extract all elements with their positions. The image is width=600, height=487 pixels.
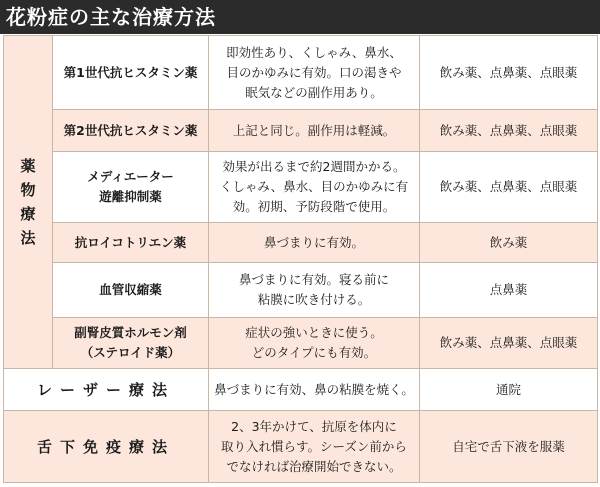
effect-line: 眠気などの副作用あり。 — [245, 84, 383, 100]
effect-line: 2、3年かけて、抗原を体内に — [231, 418, 397, 434]
form-cell: 自宅で舌下液を服薬 — [420, 411, 598, 483]
therapy-name-cell: 舌下免疫療法 — [4, 411, 209, 483]
table-row — [4, 411, 598, 483]
drug-name-cell — [53, 110, 209, 152]
page-title: 花粉症の主な治療方法 — [6, 5, 216, 29]
effect-cell — [209, 318, 420, 369]
drug-name-cell — [53, 318, 209, 369]
drug-name: メディエーター — [87, 169, 174, 184]
form-cell: 点鼻薬 — [420, 263, 598, 318]
drug-name-cell — [53, 223, 209, 263]
effect-line: くしゃみ、鼻水、目のかゆみに有 — [219, 179, 409, 194]
table-row — [4, 110, 598, 152]
treatment-table — [3, 35, 598, 483]
effect-line: 鼻づまりに有効、鼻の粘膜を焼く。 — [214, 381, 414, 397]
table-row — [4, 223, 598, 263]
table-row — [4, 318, 598, 369]
effect-line: どのタイプにも有効。 — [251, 345, 377, 360]
vertical-label-char: 薬 — [20, 157, 36, 175]
effect-line: 症状の強いときに使う。 — [245, 325, 383, 340]
table-row — [4, 36, 598, 110]
effect-line: 即効性あり、くしゃみ、鼻水、 — [226, 44, 402, 60]
table-row — [4, 369, 598, 411]
effect-line: 効果が出るまで約2週間かかる。 — [222, 159, 406, 174]
table-row — [4, 263, 598, 318]
effect-line: 粘膜に吹き付ける。 — [257, 292, 371, 307]
effect-cell — [209, 152, 420, 223]
vertical-label-char: 法 — [20, 229, 36, 247]
drug-name: （ステロイド薬） — [80, 345, 181, 360]
table-row — [4, 152, 598, 223]
vertical-label-char: 療 — [20, 205, 36, 223]
effect-cell — [209, 411, 420, 483]
effect-line: 鼻づまりに有効。寝る前に — [238, 272, 389, 287]
drug-therapy-header — [4, 36, 53, 369]
title-bar — [0, 0, 600, 34]
drug-name: 第1世代抗ヒスタミン薬 — [63, 64, 198, 80]
effect-line: 取り入れ慣らす。シーズン前から — [221, 438, 407, 454]
effect-cell — [209, 223, 420, 263]
form-cell: 飲み薬、点鼻薬、点眼薬 — [420, 110, 598, 152]
drug-name-cell — [53, 36, 209, 110]
form-cell: 通院 — [420, 369, 598, 411]
effect-line: でなければ治療開始できない。 — [226, 458, 402, 474]
effect-cell — [209, 369, 420, 411]
effect-cell — [209, 36, 420, 110]
drug-name: 遊離抑制薬 — [99, 189, 162, 204]
form-cell: 飲み薬、点鼻薬、点眼薬 — [420, 318, 598, 369]
effect-line: 上記と同じ。副作用は軽減。 — [232, 122, 396, 138]
form-cell: 飲み薬、点鼻薬、点眼薬 — [420, 152, 598, 223]
drug-name: 抗ロイコトリエン薬 — [74, 234, 187, 250]
drug-name: 副腎皮質ホルモン剤 — [74, 325, 187, 340]
effect-line: 鼻づまりに有効。 — [263, 234, 364, 250]
effect-cell — [209, 263, 420, 318]
drug-name: 第2世代抗ヒスタミン薬 — [63, 122, 198, 138]
therapy-name-cell: レーザー療法 — [4, 369, 209, 411]
drug-name-cell — [53, 152, 209, 223]
form-cell: 飲み薬 — [420, 223, 598, 263]
effect-line: 効。初期、予防段階で使用。 — [232, 199, 396, 214]
effect-line: 目のかゆみに有効。口の渇きや — [226, 64, 402, 80]
drug-name: 血管収縮薬 — [99, 282, 162, 297]
effect-cell — [209, 110, 420, 152]
drug-name-cell — [53, 263, 209, 318]
form-cell: 飲み薬、点鼻薬、点眼薬 — [420, 36, 598, 110]
vertical-label-char: 物 — [20, 181, 36, 199]
